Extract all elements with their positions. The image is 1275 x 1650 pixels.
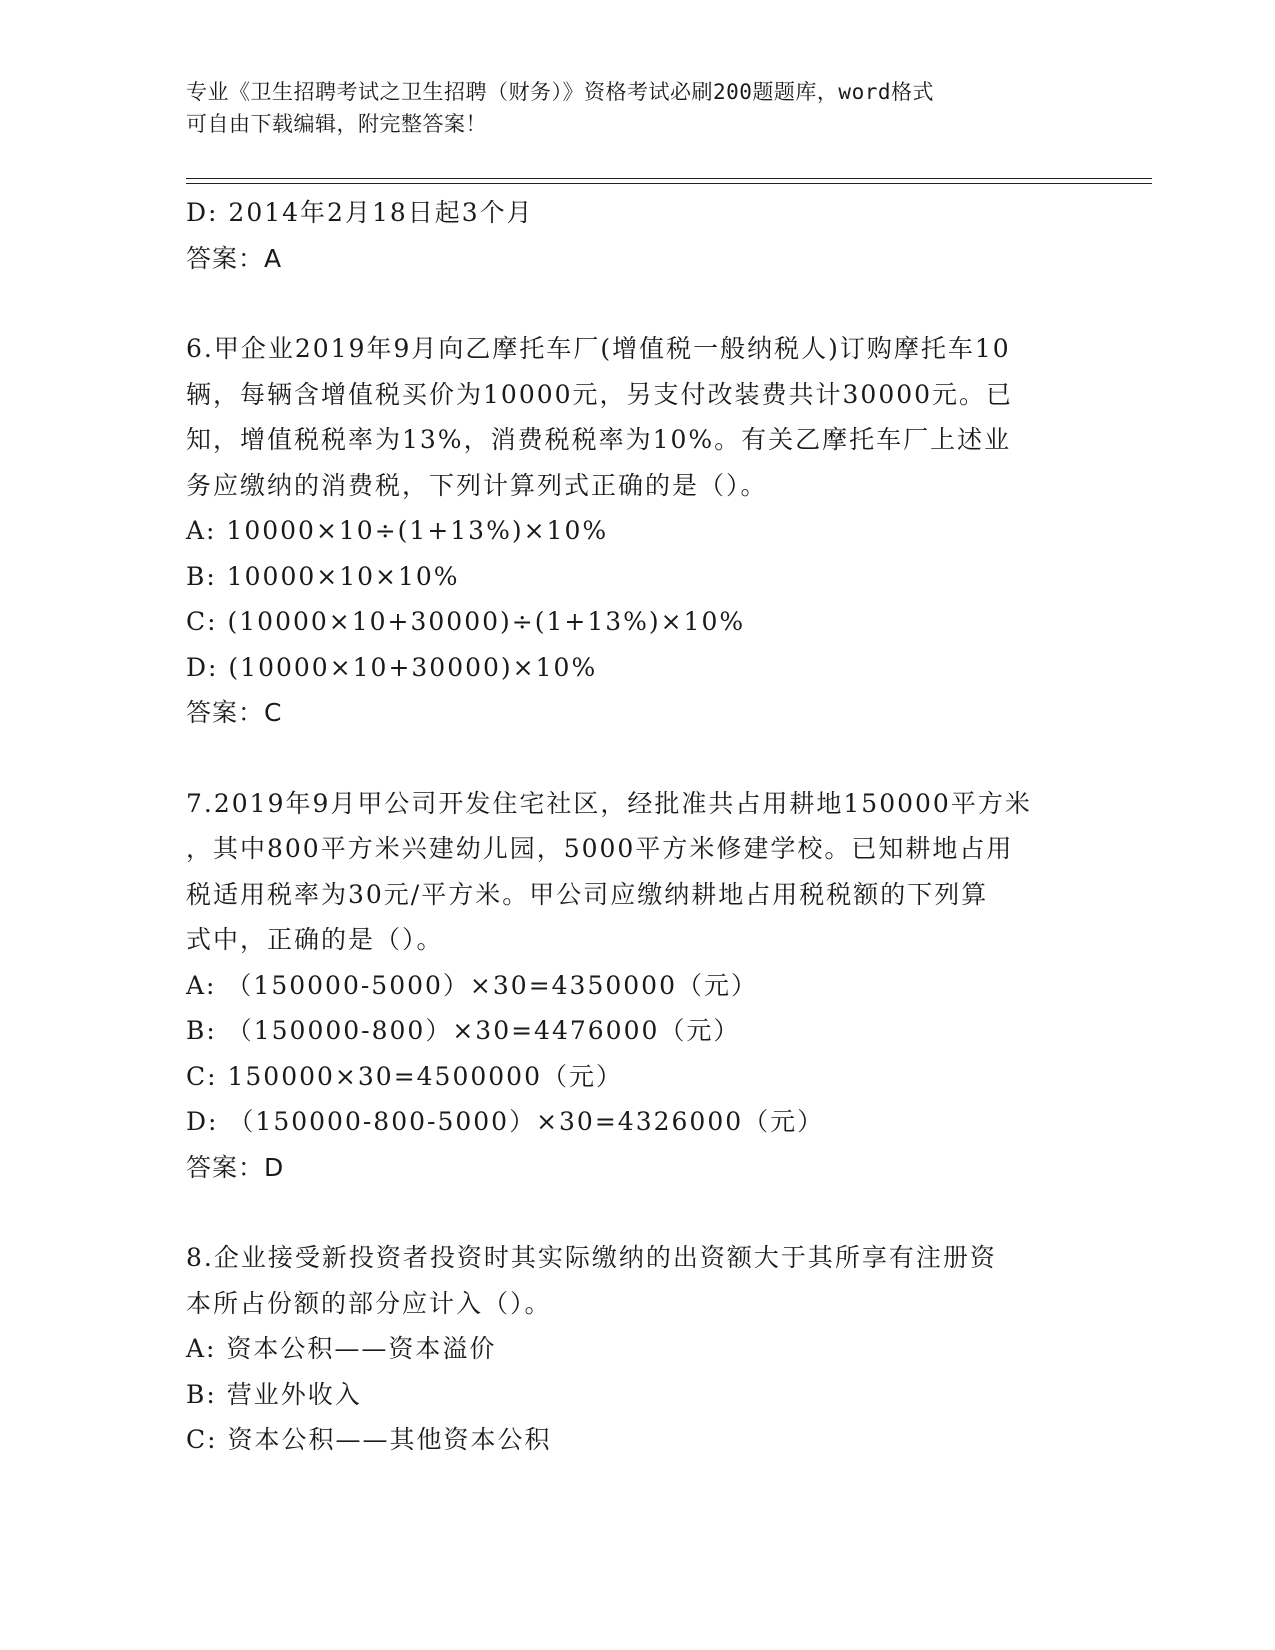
question-text-line: D: 2014年2月18日起3个月 <box>186 198 534 227</box>
question-block-q7 <box>186 736 1086 1191</box>
question-text-line: ，其中800平方米兴建幼儿园，5000平方米修建学校。已知耕地占用 <box>186 834 1014 863</box>
block-spacer <box>186 736 1086 781</box>
question-text-line: 辆，每辆含增值税买价为10000元，另支付改装费共计30000元。已 <box>186 379 1014 409</box>
question-text-line: 8.企业接受新投资者投资时其实际缴纳的出资额大于其所享有注册资 <box>186 1243 997 1272</box>
question-text-line: 务应缴纳的消费税，下列计算列式正确的是（）。 <box>186 470 768 500</box>
question-text-line: 式中，正确的是（）。 <box>186 925 444 954</box>
header-line-1: 专业《卫生招聘考试之卫生招聘（财务）》资格考试必刷200题题库，word格式 <box>186 80 934 104</box>
question-text-line: 税适用税率为30元/平方米。甲公司应缴纳耕地占用税税额的下列算 <box>186 879 989 909</box>
block-spacer <box>186 1190 1086 1235</box>
block-spacer <box>186 281 1086 326</box>
answer-line: 答案：C <box>186 698 283 727</box>
question-text-line: B: 10000×10×10% <box>186 561 460 591</box>
question-block-q6 <box>186 281 1086 736</box>
question-text-line: 6.甲企业2019年9月向乙摩托车厂(增值税一般纳税人)订购摩托车10 <box>186 334 1011 363</box>
question-content <box>186 190 1086 1463</box>
question-text-line: D: （150000-800-5000）×30=4326000（元） <box>186 1107 825 1136</box>
question-text-line: A: 资本公积——资本溢价 <box>186 1334 497 1363</box>
answer-line: 答案：D <box>186 1152 285 1182</box>
question-text-line: 知，增值税税率为13%，消费税税率为10%。有关乙摩托车厂上述业 <box>186 425 1012 454</box>
header-divider-top <box>186 178 1152 179</box>
question-text-line: C: (10000×10+30000)÷(1+13%)×10% <box>186 607 746 636</box>
question-text-line: C: 150000×30=4500000（元） <box>186 1061 623 1091</box>
header-divider-bottom <box>186 183 1152 184</box>
answer-line: 答案：A <box>186 243 283 273</box>
question-text-line: 本所占份额的部分应计入（）。 <box>186 1288 552 1318</box>
question-text-line: A: 10000×10÷(1+13%)×10% <box>186 516 609 545</box>
question-text-line: A: （150000-5000）×30=4350000（元） <box>186 970 758 1000</box>
question-text-line: B: （150000-800）×30=4476000（元） <box>186 1016 741 1045</box>
question-text-line: D: (10000×10+30000)×10% <box>186 652 598 682</box>
question-text-line: 7.2019年9月甲公司开发住宅社区，经批准共占用耕地150000平方米 <box>186 788 1032 818</box>
header-line-2: 可自由下载编辑，附完整答案！ <box>186 112 487 136</box>
question-text-line: C: 资本公积——其他资本公积 <box>186 1425 552 1454</box>
document-header <box>186 76 1066 140</box>
question-block-q5-tail <box>186 190 1086 281</box>
question-text-line: B: 营业外收入 <box>186 1379 362 1409</box>
question-block-q8 <box>186 1190 1086 1463</box>
